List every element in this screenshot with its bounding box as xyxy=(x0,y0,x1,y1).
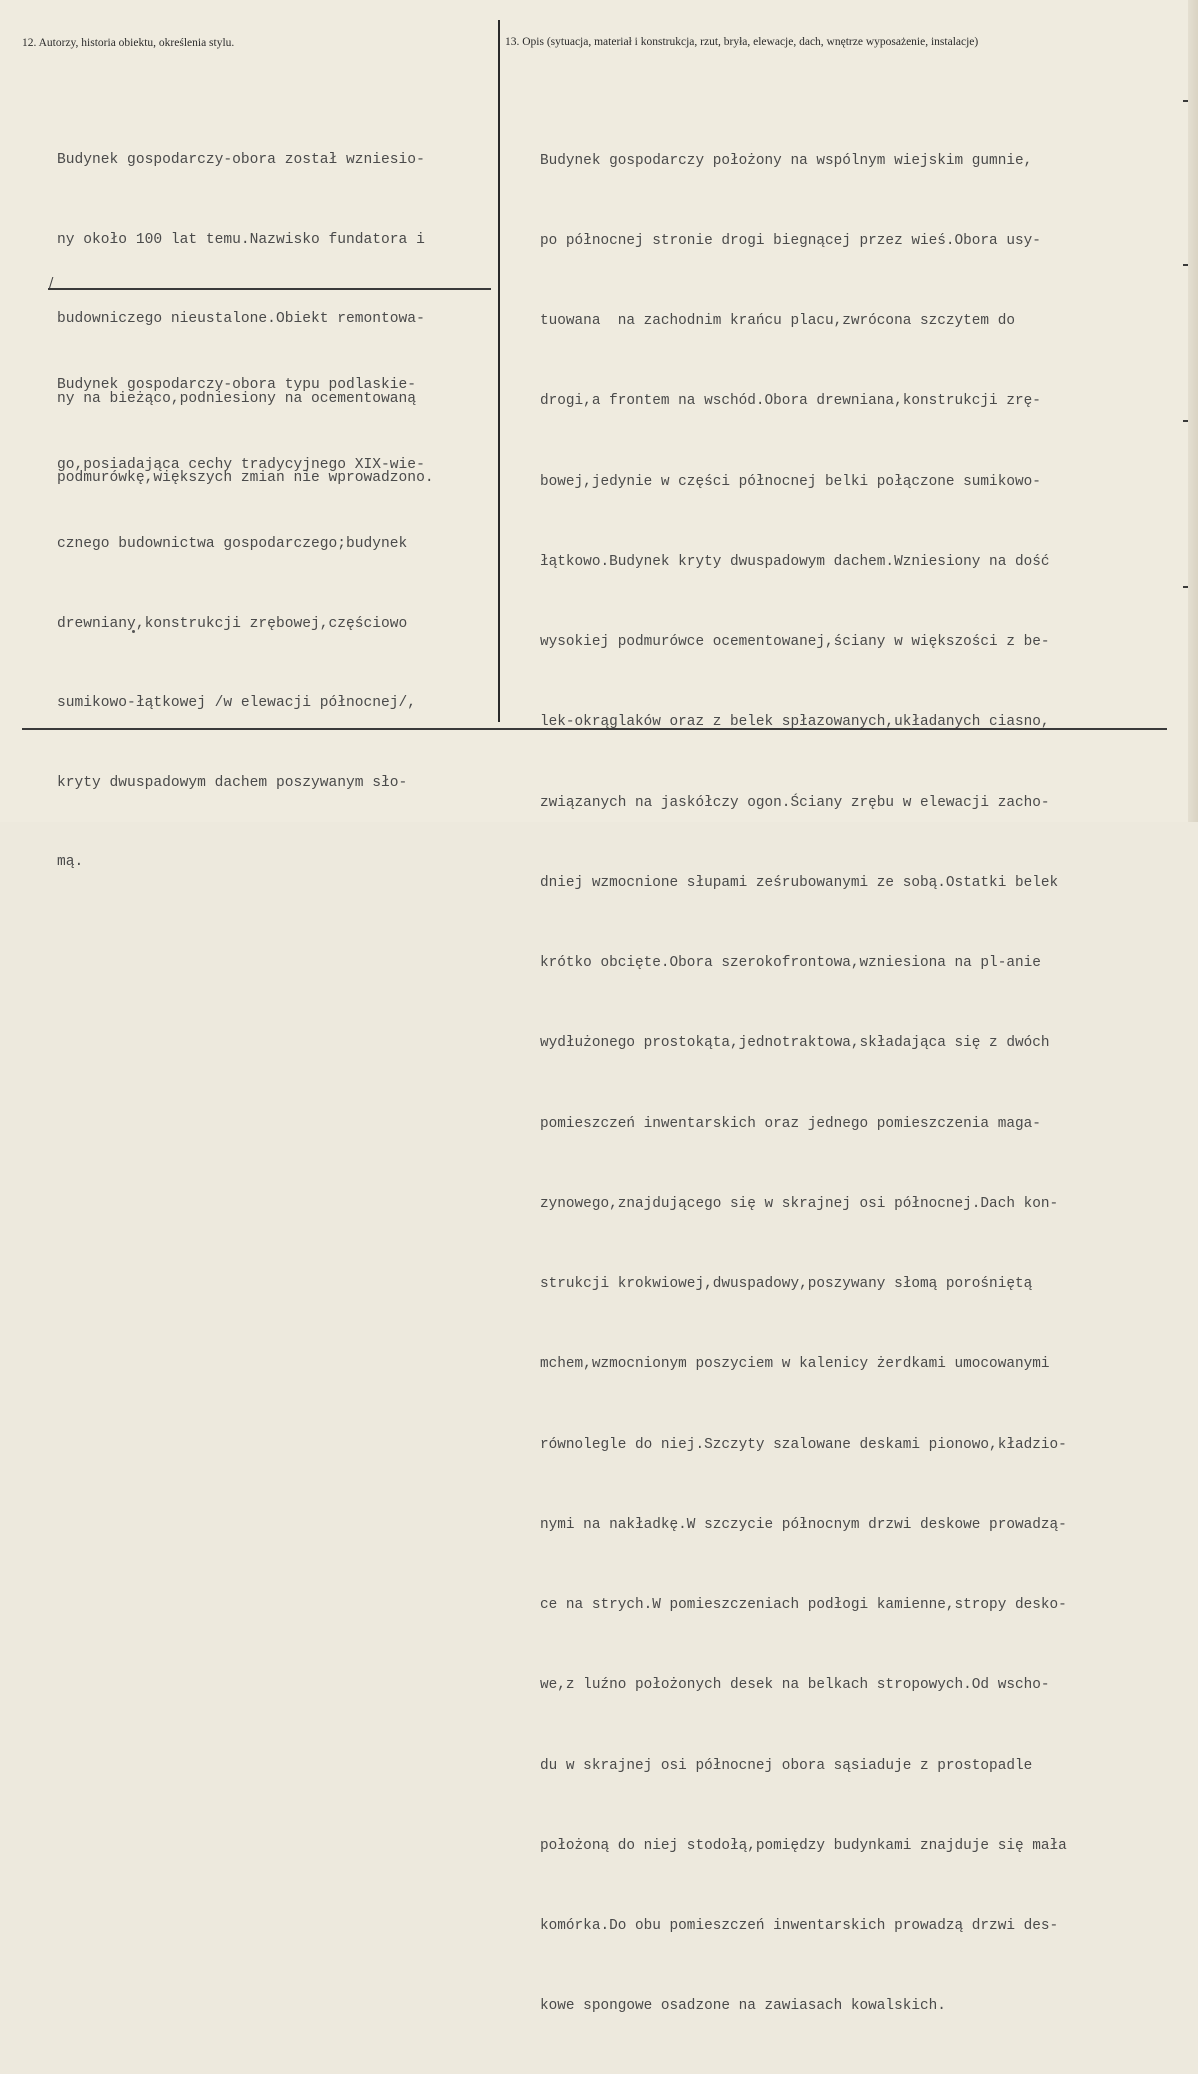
text-line: zynowego,znajdującego się w skrajnej osi północnej.Dach kon- xyxy=(540,1195,1059,1212)
section-13-caption: 13. Opis (sytuacja, materiał i konstrukcja, rzut, bryła, elewacje, dach, wnętrze wyposażenie, instalacje) xyxy=(505,36,979,48)
text-line: Budynek gospodarczy-obora został wzniesio- xyxy=(57,152,425,168)
text-line: drogi,a frontem na wschód.Obora drewniana,konstrukcji zrę- xyxy=(540,393,1041,410)
text-line: ny na bieżąco,podniesiony na ocementowaną xyxy=(57,390,417,407)
text-line: pomieszczeń inwentarskich oraz jednego pomieszczenia maga- xyxy=(540,1115,1041,1132)
text-line: łątkowo.Budynek kryty dwuspadowym dachem.Wzniesiony na dość xyxy=(540,553,1050,570)
pencil-mark: / xyxy=(49,276,54,291)
text-line: wysokiej podmurówce ocementowanej,ściany w większości z be- xyxy=(540,634,1050,650)
text-line: Budynek gospodarczy-obora typu podlaskie- xyxy=(57,377,417,393)
column-divider xyxy=(498,20,500,722)
text-line: komórka.Do obu pomieszczeń inwentarskich prowadzą drzwi des- xyxy=(540,1918,1059,1934)
text-line: położoną do niej stodołą,pomiędzy budynkami znajduje się mała xyxy=(540,1837,1067,1854)
text-line: bowej,jedynie w części północnej belki połączone sumikowo- xyxy=(540,473,1041,490)
text-line: lek-okrąglaków oraz z belek spłazowanych,układanych ciasno, xyxy=(540,714,1050,731)
text-line: krótko obcięte.Obora szerokofrontowa,wzniesiona na pl-anie xyxy=(540,955,1041,971)
section-12-caption: 12. Autorzy, historia obiektu, określenia stylu. xyxy=(22,37,235,49)
text-line: kowe spongowe osadzone na zawiasach kowalskich. xyxy=(540,1998,946,2015)
text-line: równolegle do niej.Szczyty szalowane deskami pionowo,kładzio- xyxy=(540,1436,1067,1453)
text-line: go,posiadająca cechy tradycyjnego XIX-wie- xyxy=(57,456,425,473)
text-line: ny około 100 lat temu.Nazwisko fundatora i xyxy=(57,231,425,248)
text-line: podmurówkę,większych zmian nie wprowadzono. xyxy=(57,470,434,486)
margin-tick xyxy=(1183,420,1188,422)
margin-tick xyxy=(1183,100,1188,102)
text-line: drewniany,konstrukcji zrębowej,częściowo xyxy=(57,615,408,632)
style-paragraph xyxy=(57,319,425,929)
text-line: związanych na jaskółczy ogon.Ściany zrębu w elewacji zacho- xyxy=(540,794,1050,811)
text-line: po północnej stronie drogi biegnącej przez wieś.Obora usy- xyxy=(540,232,1041,249)
text-line: nymi na nakładkę.W szczycie północnym drzwi deskowe prowadzą- xyxy=(540,1516,1067,1533)
text-line: tuowana na zachodnim krańcu placu,zwrócona szczytem do xyxy=(540,313,1015,329)
text-line: strukcji krokwiowej,dwuspadowy,poszywany słomą porośniętą xyxy=(540,1276,1033,1292)
description-paragraph xyxy=(540,94,1067,2074)
page-edge xyxy=(1188,0,1198,822)
text-line: du w skrajnej osi północnej obora sąsiaduje z prostopadle xyxy=(540,1757,1033,1774)
text-line: wydłużonego prostokąta,jednotraktowa,składająca się z dwóch xyxy=(540,1035,1050,1052)
text-line: mchem,wzmocnionym poszyciem w kalenicy żerdkami umocowanymi xyxy=(540,1356,1050,1373)
text-line: sumikowo-łątkowej /w elewacji północnej/, xyxy=(57,695,417,711)
text-line: cznego budownictwa gospodarczego;budynek xyxy=(57,536,408,552)
margin-tick xyxy=(1183,586,1188,588)
text-line: kryty dwuspadowym dachem poszywanym sło- xyxy=(57,774,408,791)
margin-tick xyxy=(1183,264,1188,266)
text-line: dniej wzmocnione słupami ześrubowanymi ze sobą.Ostatki belek xyxy=(540,874,1059,891)
text-line: budowniczego nieustalone.Obiekt remontowa- xyxy=(57,311,425,327)
text-line: Budynek gospodarczy położony na wspólnym wiejskim gumnie, xyxy=(540,152,1033,169)
text-line: ce na strych.W pomieszczeniach podłogi kamienne,stropy desko- xyxy=(540,1597,1067,1613)
text-line: mą. xyxy=(57,854,84,870)
text-line: we,z luźno położonych desek na belkach stropowych.Od wscho- xyxy=(540,1677,1050,1694)
